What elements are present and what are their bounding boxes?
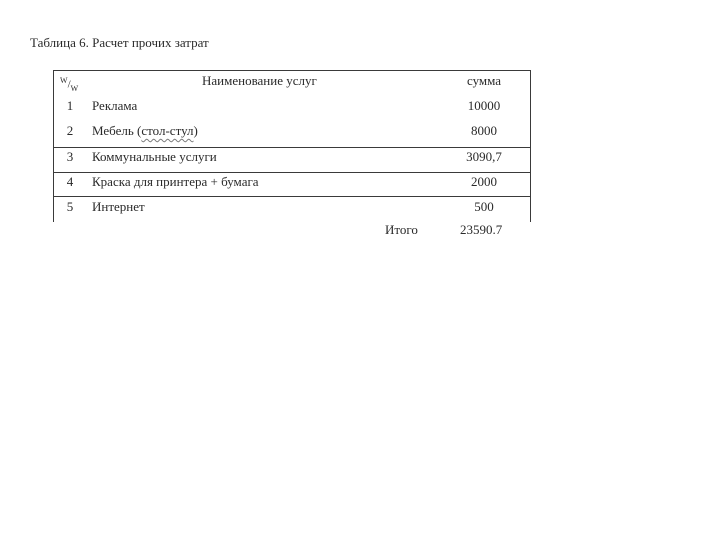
row-sum: 10000: [467, 98, 501, 113]
row-number: 2: [66, 123, 74, 138]
row-sum: 3090,7: [466, 149, 502, 164]
row-service-name: Реклама: [92, 98, 138, 113]
row-number: 1: [66, 98, 74, 113]
row-service-name: Мебель (стол-стул): [92, 123, 198, 138]
table-caption: Таблица 6. Расчет прочих затрат: [30, 35, 209, 50]
row-sum: 500: [474, 199, 494, 214]
spellcheck-underlined-text: стол-стул: [141, 123, 194, 138]
header-number: $^W/_W$: [60, 76, 79, 93]
row-sum: 8000: [471, 123, 497, 138]
expenses-table: [53, 70, 531, 222]
row-service-name: Краска для принтера + бумага: [92, 174, 259, 189]
table-row: [54, 123, 530, 147]
row-number: 4: [66, 174, 74, 189]
row-service-name: Интернет: [92, 199, 145, 214]
header-sum: сумма: [466, 73, 502, 88]
table-row: [54, 98, 530, 122]
header-service-name: Наименование услуг: [202, 73, 317, 88]
table-row: [54, 147, 530, 173]
row-number: 5: [66, 199, 74, 214]
table-row: [54, 196, 530, 223]
row-service-name: Коммунальные услуги: [92, 149, 217, 164]
row-sum: 2000: [471, 174, 497, 189]
row-number: 3: [66, 149, 74, 164]
table-header-row: [54, 73, 530, 95]
total-label: Итого: [385, 222, 418, 237]
table-row: [54, 172, 530, 197]
total-value: 23590.7: [460, 222, 503, 237]
